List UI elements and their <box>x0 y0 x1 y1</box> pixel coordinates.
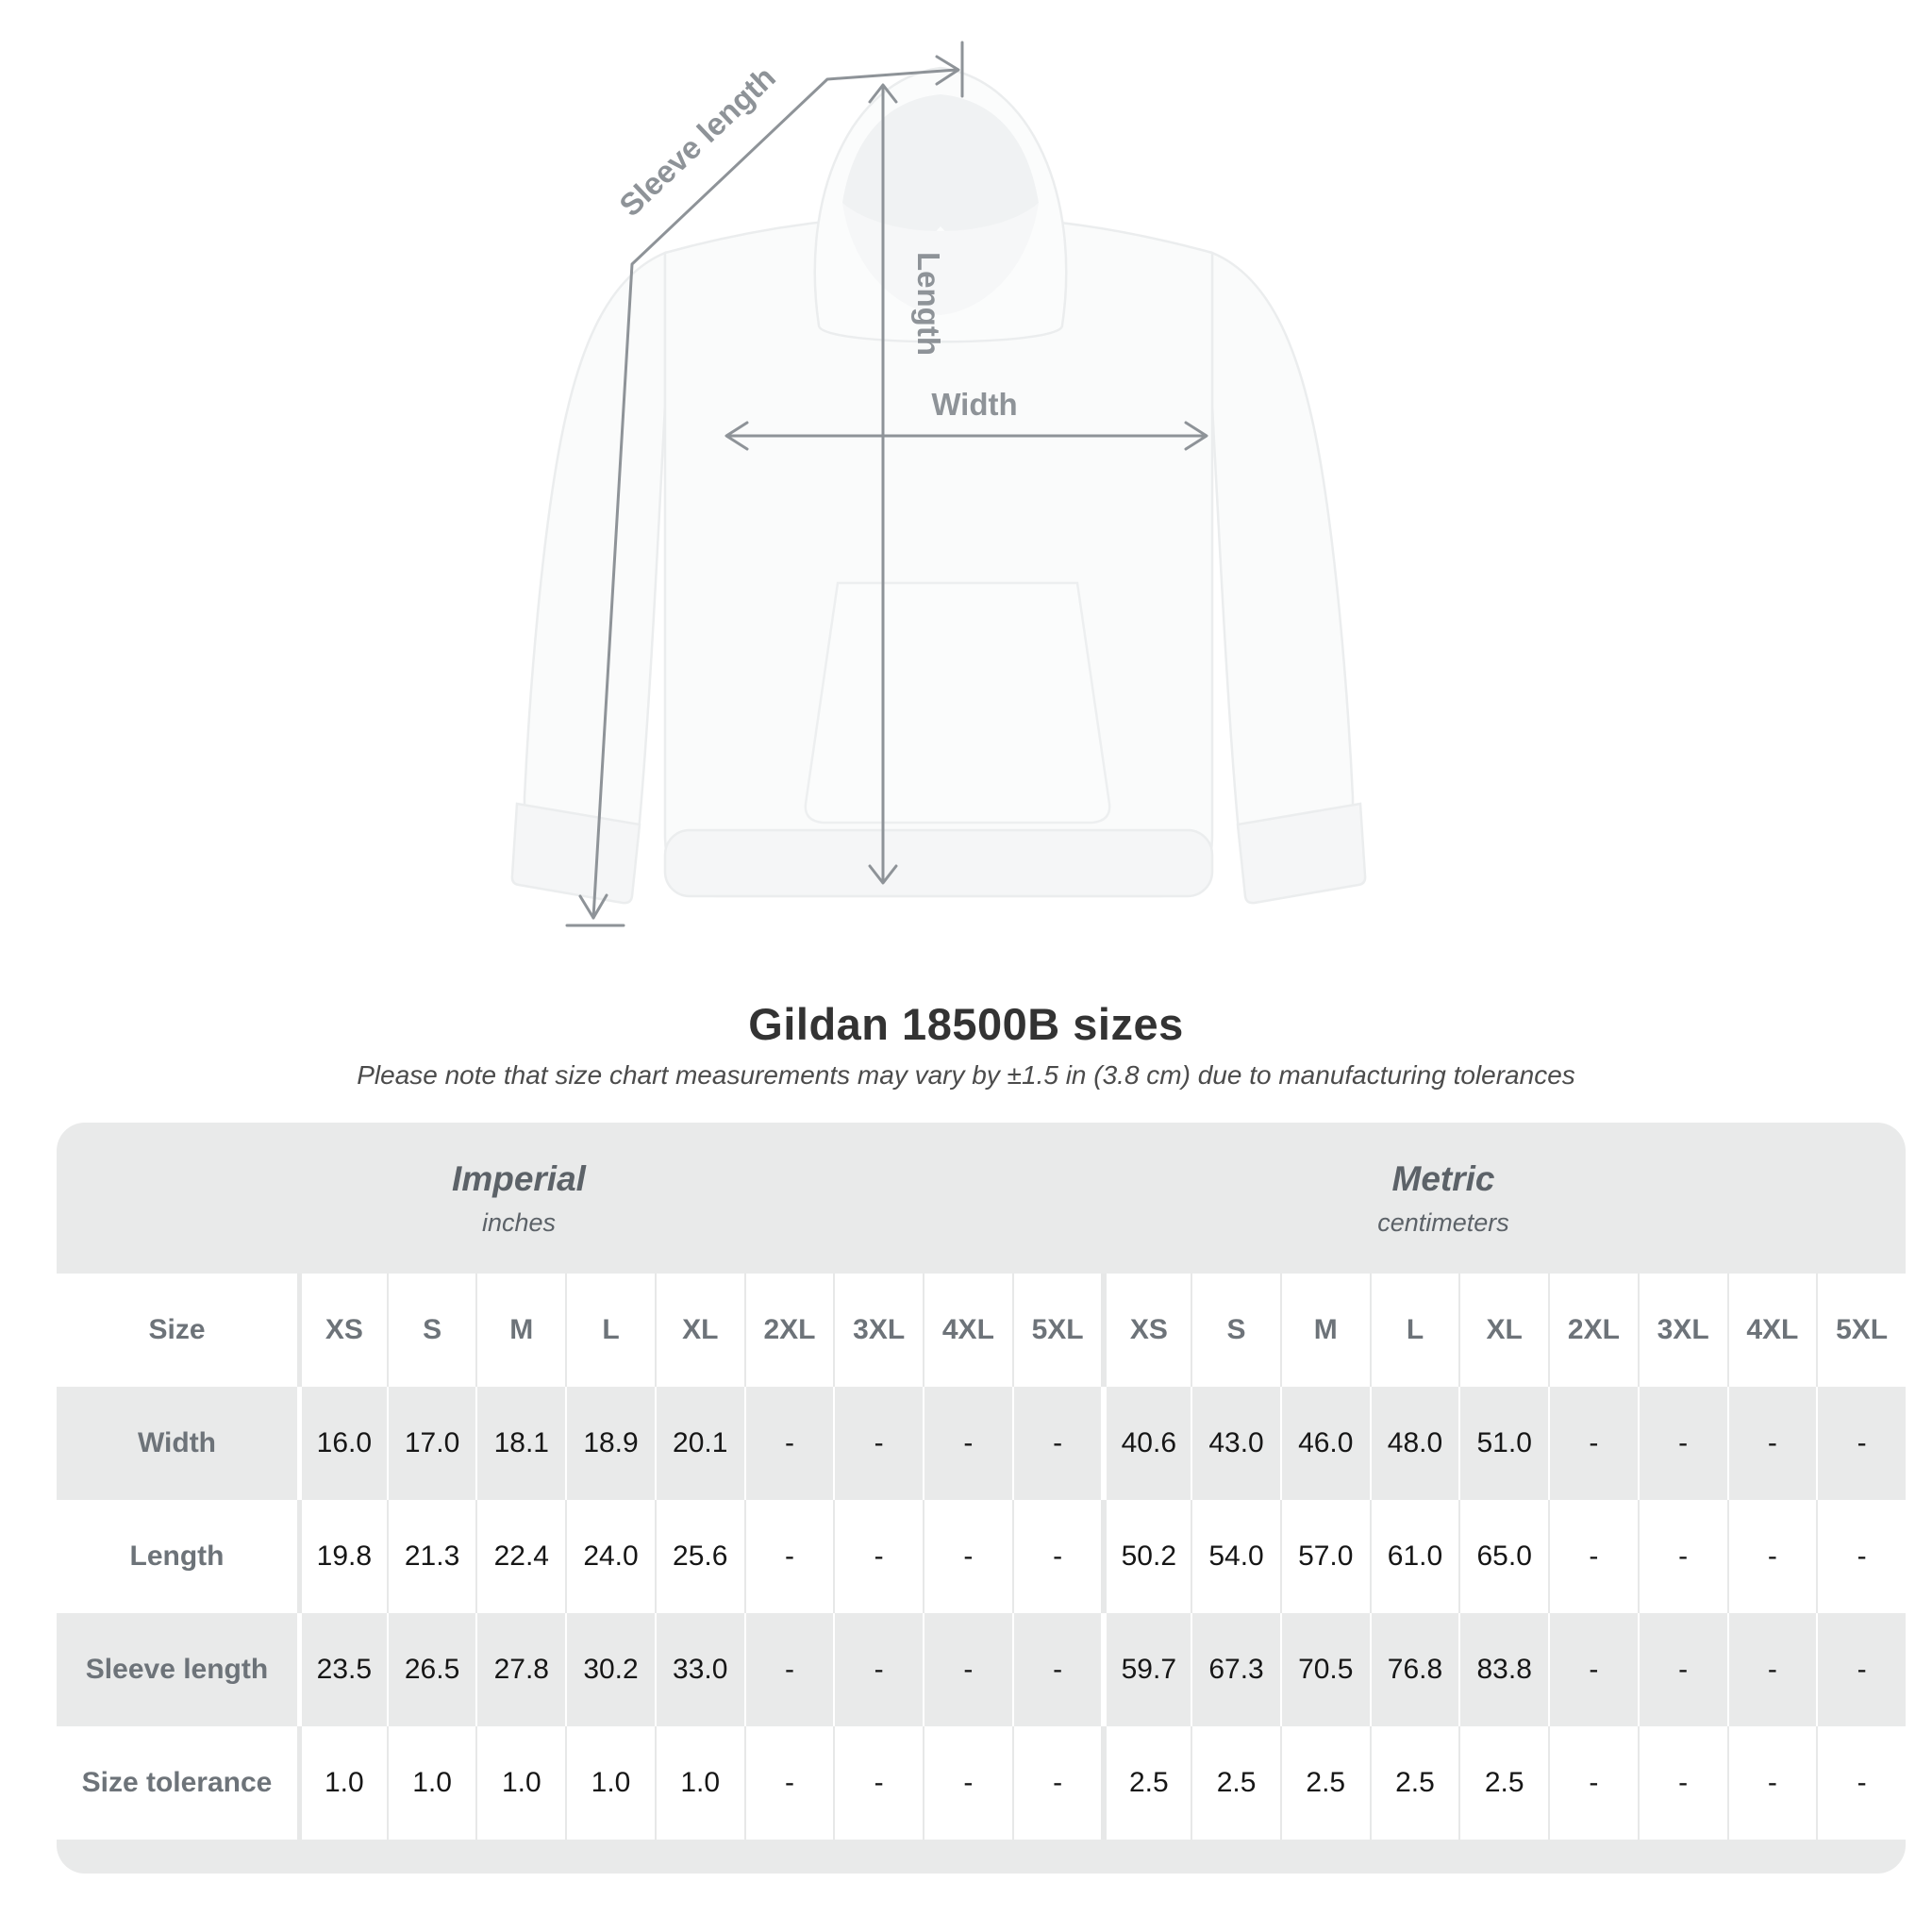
row-label: Width <box>57 1387 297 1500</box>
value-cell: 59.7 <box>1101 1613 1191 1726</box>
value-cell: 23.5 <box>297 1613 387 1726</box>
value-cell: 1.0 <box>475 1726 565 1840</box>
size-header-cell: 5XL <box>1012 1274 1102 1387</box>
value-cell: - <box>1727 1387 1817 1500</box>
value-cell: - <box>1012 1387 1102 1500</box>
size-header-cell: 2XL <box>1548 1274 1638 1387</box>
page-title: Gildan 18500B sizes <box>748 999 1184 1049</box>
value-cell: 2.5 <box>1191 1726 1280 1840</box>
row-label: Sleeve length <box>57 1613 297 1726</box>
value-cell: 61.0 <box>1370 1500 1459 1613</box>
hoodie-left-sleeve <box>525 253 665 841</box>
size-header-cell: 5XL <box>1816 1274 1906 1387</box>
value-cell: 21.3 <box>387 1500 476 1613</box>
metric-title: Metric <box>1391 1158 1495 1198</box>
table-row <box>57 1387 1906 1500</box>
value-cell: - <box>833 1500 923 1613</box>
unit-section-header <box>57 1123 1906 1274</box>
hoodie-pocket <box>806 583 1109 823</box>
value-cell: 1.0 <box>297 1726 387 1840</box>
size-header-cell: XL <box>655 1274 744 1387</box>
size-header-row <box>57 1274 1906 1387</box>
size-header-cell: L <box>1370 1274 1459 1387</box>
size-header-cell: 2XL <box>744 1274 834 1387</box>
value-cell: 26.5 <box>387 1613 476 1726</box>
value-cell: 54.0 <box>1191 1500 1280 1613</box>
value-cell: 25.6 <box>655 1500 744 1613</box>
size-header-cell: 3XL <box>833 1274 923 1387</box>
width-label: Width <box>931 387 1018 422</box>
value-cell: 67.3 <box>1191 1613 1280 1726</box>
value-cell: - <box>1012 1500 1102 1613</box>
value-cell: - <box>1012 1726 1102 1840</box>
value-cell: - <box>1816 1387 1906 1500</box>
value-cell: - <box>1816 1726 1906 1840</box>
value-cell: - <box>744 1726 834 1840</box>
hoodie-hem-band <box>665 830 1212 896</box>
value-cell: - <box>1548 1387 1638 1500</box>
value-cell: - <box>923 1726 1012 1840</box>
size-header-cell: L <box>565 1274 655 1387</box>
value-cell: 27.8 <box>475 1613 565 1726</box>
value-cell: - <box>1548 1726 1638 1840</box>
size-header-cell: M <box>1280 1274 1370 1387</box>
value-cell: - <box>923 1500 1012 1613</box>
value-cell: 2.5 <box>1458 1726 1548 1840</box>
value-cell: 76.8 <box>1370 1613 1459 1726</box>
tolerance-note: Please note that size chart measurements may vary by ±1.5 in (3.8 cm) due to manufacturing tolerances <box>357 1060 1575 1090</box>
metric-unit: centimeters <box>1377 1208 1509 1237</box>
value-cell: 1.0 <box>387 1726 476 1840</box>
value-cell: 48.0 <box>1370 1387 1459 1500</box>
value-cell: - <box>923 1613 1012 1726</box>
value-cell: - <box>923 1387 1012 1500</box>
value-cell: - <box>1727 1500 1817 1613</box>
value-cell: 70.5 <box>1280 1613 1370 1726</box>
value-cell: - <box>833 1726 923 1840</box>
value-cell: 2.5 <box>1101 1726 1191 1840</box>
value-cell: 17.0 <box>387 1387 476 1500</box>
size-header-cell: XS <box>297 1274 387 1387</box>
table-row <box>57 1726 1906 1840</box>
value-cell: - <box>1548 1500 1638 1613</box>
imperial-unit: inches <box>481 1208 557 1237</box>
table-row <box>57 1613 1906 1726</box>
sleeve-length-label: Sleeve length <box>612 59 782 224</box>
size-col-label: Size <box>57 1274 297 1387</box>
length-label: Length <box>911 252 946 356</box>
value-cell: 2.5 <box>1370 1726 1459 1840</box>
value-cell: 33.0 <box>655 1613 744 1726</box>
value-cell: 2.5 <box>1280 1726 1370 1840</box>
value-cell: 40.6 <box>1101 1387 1191 1500</box>
table-body <box>57 1274 1906 1840</box>
value-cell: 46.0 <box>1280 1387 1370 1500</box>
value-cell: 18.9 <box>565 1387 655 1500</box>
row-label: Length <box>57 1500 297 1613</box>
value-cell: - <box>744 1387 834 1500</box>
value-cell: 18.1 <box>475 1387 565 1500</box>
table-row <box>57 1500 1906 1613</box>
size-header-cell: 4XL <box>923 1274 1012 1387</box>
measurements-table <box>57 1274 1906 1840</box>
value-cell: - <box>1012 1613 1102 1726</box>
size-header-cell: XS <box>1101 1274 1191 1387</box>
value-cell: 19.8 <box>297 1500 387 1613</box>
value-cell: 30.2 <box>565 1613 655 1726</box>
value-cell: - <box>744 1500 834 1613</box>
value-cell: 83.8 <box>1458 1613 1548 1726</box>
value-cell: 20.1 <box>655 1387 744 1500</box>
value-cell: - <box>1727 1726 1817 1840</box>
value-cell: - <box>1816 1613 1906 1726</box>
value-cell: 1.0 <box>655 1726 744 1840</box>
value-cell: - <box>1638 1726 1727 1840</box>
value-cell: - <box>1727 1613 1817 1726</box>
metric-section-header <box>981 1159 1906 1238</box>
value-cell: - <box>1638 1500 1727 1613</box>
size-header-cell: XL <box>1458 1274 1548 1387</box>
value-cell: 50.2 <box>1101 1500 1191 1613</box>
value-cell: 43.0 <box>1191 1387 1280 1500</box>
size-chart <box>57 1123 1906 1874</box>
size-header-cell: 4XL <box>1727 1274 1817 1387</box>
row-label: Size tolerance <box>57 1726 297 1840</box>
value-cell: 1.0 <box>565 1726 655 1840</box>
value-cell: 57.0 <box>1280 1500 1370 1613</box>
size-header-cell: S <box>387 1274 476 1387</box>
value-cell: 22.4 <box>475 1500 565 1613</box>
size-header-cell: M <box>475 1274 565 1387</box>
value-cell: 65.0 <box>1458 1500 1548 1613</box>
size-header-cell: 3XL <box>1638 1274 1727 1387</box>
value-cell: - <box>1638 1613 1727 1726</box>
value-cell: - <box>833 1613 923 1726</box>
hoodie-right-sleeve <box>1212 253 1353 841</box>
value-cell: 51.0 <box>1458 1387 1548 1500</box>
imperial-title: Imperial <box>452 1158 586 1198</box>
value-cell: 24.0 <box>565 1500 655 1613</box>
value-cell: 16.0 <box>297 1387 387 1500</box>
value-cell: - <box>1816 1500 1906 1613</box>
imperial-section-header <box>57 1159 981 1238</box>
value-cell: - <box>744 1613 834 1726</box>
value-cell: - <box>1548 1613 1638 1726</box>
size-header-cell: S <box>1191 1274 1280 1387</box>
value-cell: - <box>833 1387 923 1500</box>
value-cell: - <box>1638 1387 1727 1500</box>
